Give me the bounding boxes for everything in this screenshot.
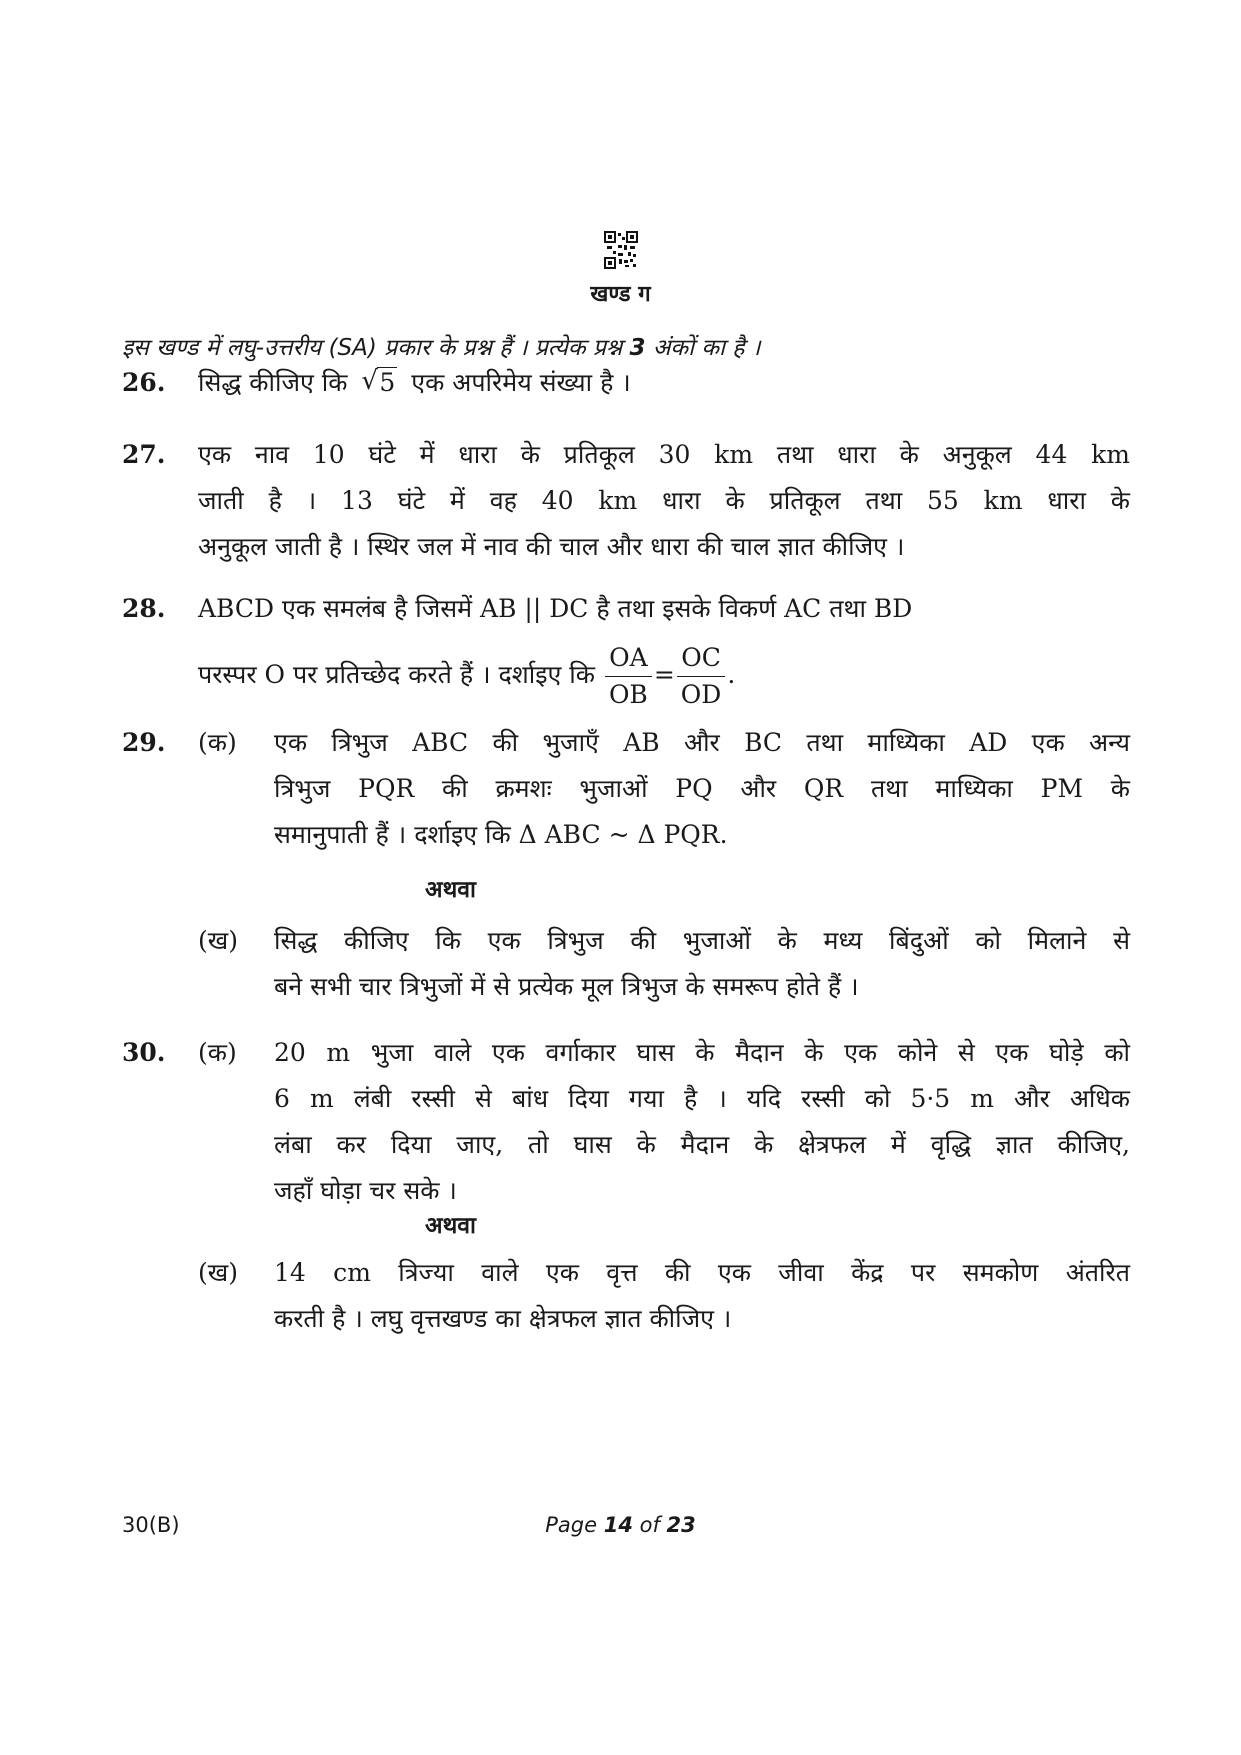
or-label: अथवा (425, 1213, 477, 1239)
question-text (198, 360, 1130, 406)
text-line: 14 cm त्रिज्या वाले एक वृत्त की एक जीवा केंद्र पर समकोण अंतरित (274, 1258, 1130, 1287)
part-text (274, 1030, 1130, 1214)
text-line: बने सभी चार त्रिभुजों में से प्रत्येक मूल त्रिभुज के समरूप होते हैं । (274, 972, 859, 1001)
text-line: ABCD एक समलंब है जिसमें AB || DC है तथा इसके विकर्ण AC तथा BD (198, 594, 913, 623)
q28-line2-text: परस्पर O पर प्रतिच्छेद करते हैं । दर्शाइए कि (198, 660, 595, 689)
instructions-marks: 3 (629, 335, 646, 361)
question-text (198, 432, 1130, 570)
question-number: 28. (122, 594, 166, 623)
text-line: जहाँ घोड़ा चर सके । (274, 1176, 457, 1205)
section-instructions (122, 330, 1122, 362)
square-root: √ 5 (361, 366, 396, 397)
period: . (727, 660, 736, 689)
text-line: समानुपाती हैं । दर्शाइए कि Δ ABC ~ Δ PQR. (274, 820, 728, 849)
instructions-text: इस खण्ड में लघु-उत्तरीय (SA) प्रकार के प्रश्न हैं । प्रत्येक प्रश्न (122, 335, 630, 361)
numerator: OC (677, 640, 726, 677)
text-line (198, 640, 1130, 713)
part-label: (क) (198, 1038, 237, 1067)
fraction (677, 640, 726, 713)
text-line: त्रिभुज PQR की क्रमशः भुजाओं PQ और QR तथा माध्यिका PM के (274, 774, 1130, 803)
question-number: 29. (122, 728, 166, 757)
or-label: अथवा (425, 877, 477, 903)
part-text (274, 720, 1130, 858)
q26-text-pre: सिद्ध कीजिए कि (198, 368, 348, 397)
equals-sign: = (653, 660, 675, 689)
text-line: 20 m भुजा वाले एक वर्गाकार घास के मैदान के एक कोने से एक घोड़े को (274, 1038, 1130, 1067)
text-line: अनुकूल जाती है । स्थिर जल में नाव की चाल और धारा की चाल ज्ञात कीजिए । (198, 532, 905, 561)
text-line: सिद्ध कीजिए कि एक त्रिभुज की भुजाओं के मध्य बिंदुओं को मिलाने से (274, 926, 1130, 955)
part-text (274, 918, 1130, 1010)
page-number (0, 1513, 1241, 1537)
text-line: लंबा कर दिया जाए, तो घास के मैदान के क्षेत्रफल में वृद्धि ज्ञात कीजिए, (274, 1130, 1130, 1159)
denominator: OD (680, 680, 722, 709)
part-label: (क) (198, 728, 237, 757)
fraction (605, 640, 652, 713)
part-label: (ख) (198, 926, 238, 955)
instructions-text-end: अंकों का है । (645, 335, 761, 361)
numerator: OA (605, 640, 652, 677)
radicand: 5 (379, 368, 396, 397)
page-current: 14 (603, 1513, 633, 1537)
q26-text-post: एक अपरिमेय संख्या है । (411, 368, 631, 397)
part-label: (ख) (198, 1258, 238, 1287)
paper-code: 30(B) (122, 1513, 180, 1537)
of-word: of (632, 1513, 667, 1537)
part-text (274, 1250, 1130, 1342)
text-line: 6 m लंबी रस्सी से बांध दिया गया है । यदि रस्सी को 5·5 m और अधिक (274, 1084, 1130, 1113)
page-total: 23 (666, 1513, 696, 1537)
question-number: 27. (122, 440, 166, 469)
text-line: जाती है । 13 घंटे में वह 40 km धारा के प्रतिकूल तथा 55 km धारा के (198, 486, 1130, 515)
text-line: एक त्रिभुज ABC की भुजाएँ AB और BC तथा माध्यिका AD एक अन्य (274, 728, 1130, 757)
page-word: Page (545, 1513, 604, 1537)
text-line: एक नाव 10 घंटे में धारा के प्रतिकूल 30 km तथा धारा के अनुकूल 44 km (198, 440, 1130, 469)
text-line: करती है । लघु वृत्तखण्ड का क्षेत्रफल ज्ञात कीजिए । (274, 1304, 732, 1333)
question-number: 30. (122, 1038, 166, 1067)
qr-code-icon (604, 231, 638, 269)
denominator: OB (608, 680, 648, 709)
section-title: खण्ड ग (590, 282, 651, 307)
question-number: 26. (122, 368, 166, 397)
question-text (198, 586, 1130, 713)
